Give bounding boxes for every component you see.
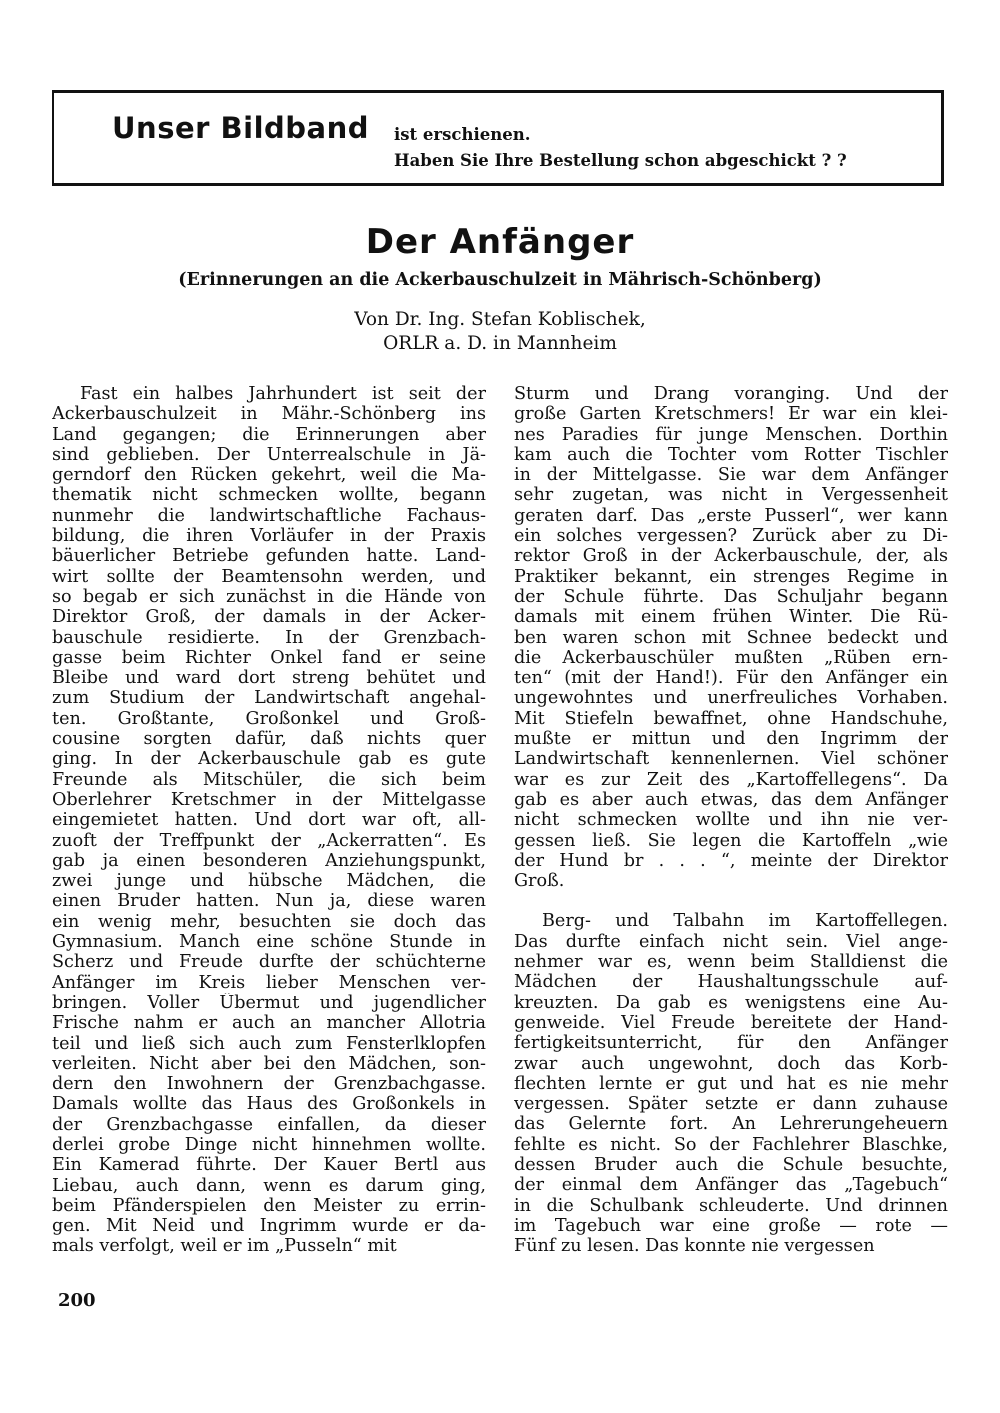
text-line: bildung, die ihren Vorläufer in der Praxis	[52, 526, 486, 547]
text-line: eingemietet hatten. Und dort war oft, all-	[52, 810, 486, 831]
text-line: genweide. Viel Freude bereitete der Hand-	[514, 1012, 948, 1033]
text-line: geraten darf. Das „erste Pusserl“, wer kann	[514, 505, 948, 526]
text-line: sind geblieben. Der Unterrealschule in Jä-	[52, 444, 486, 465]
text-line: beim Pfänderspielen den Meister zu errin-	[52, 1195, 486, 1216]
text-line: Gymnasium. Manch eine schöne Stunde in	[52, 932, 486, 953]
text-line: nehmer war es, wenn beim Stalldienst die	[514, 952, 948, 973]
text-line: gasse beim Richter Onkel fand er seine	[52, 647, 486, 668]
text-line: ein wenig mehr, besuchten sie doch das	[52, 911, 486, 932]
text-line: Damals wollte das Haus des Großonkels in	[52, 1094, 486, 1115]
paragraph-gap	[514, 891, 948, 911]
text-line: nicht schmecken wollte und ihn nie ver-	[514, 810, 948, 831]
text-line: mals verfolgt, weil er im „Pusseln“ mit	[52, 1236, 397, 1257]
text-line: teil und ließ sich auch zum Fensterlklopfen	[52, 1033, 486, 1054]
text-line: Land gegangen; die Erinnerungen aber	[52, 424, 486, 445]
text-line: der einmal dem Anfänger das „Tagebuch“	[514, 1175, 948, 1196]
text-line: zwar auch ungewohnt, doch das Korb-	[514, 1053, 948, 1074]
text-line: nes Paradies für junge Menschen. Dorthin	[514, 424, 948, 445]
text-line: gab ja einen besonderen Anziehungspunkt,	[52, 850, 486, 871]
text-line: bringen. Voller Übermut und jugendlicher	[52, 992, 486, 1013]
text-line: war es zur Zeit des „Kartoffellegens“. Da	[514, 769, 948, 790]
article-title: Der Anfänger	[365, 222, 635, 262]
text-line: cousine sorgten dafür, daß nichts quer	[52, 729, 486, 750]
text-line: gessen ließ. Sie legen die Kartoffeln „wie	[514, 830, 948, 851]
text-line: kreuzten. Da gab es wenigstens eine Au-	[514, 992, 948, 1013]
text-line: Direktor Groß, der damals in der Acker-	[52, 607, 486, 628]
text-line: Ackerbauschulzeit in Mähr.-Schönberg ins	[52, 404, 486, 425]
text-line: mußte er mittun und den Ingrimm der	[514, 729, 948, 750]
text-line: Oberlehrer Kretschmer in der Mittelgasse	[52, 789, 486, 810]
text-line: in der Mittelgasse. Sie war dem Anfänger	[514, 465, 948, 486]
text-line: Praktiker bekannt, ein strenges Regime in	[514, 566, 948, 587]
text-line: im Tagebuch war eine große — rote —	[514, 1215, 948, 1236]
text-line: dessen Bruder auch die Schule besuchte,	[514, 1154, 948, 1175]
text-line: ben waren schon mit Schnee bedeckt und	[514, 627, 948, 648]
advertisement-box	[52, 90, 944, 186]
text-line: damals mit einem frühen Winter. Die Rü-	[514, 607, 948, 628]
text-line: ungewohntes und unerfreuliches Vorhaben.	[514, 688, 948, 709]
right-column	[514, 384, 948, 1256]
text-line: vergessen. Später setzte er dann zuhause	[514, 1094, 948, 1115]
text-line: gab es aber auch etwas, das dem Anfänger	[514, 789, 948, 810]
text-line: zuoft der Treffpunkt der „Ackerratten“. Es	[52, 830, 486, 851]
text-line: Mädchen der Haushaltungsschule auf-	[514, 972, 948, 993]
text-line: Bleibe und ward dort streng behütet und	[52, 668, 486, 689]
text-line: fehlte es nicht. So der Fachlehrer Blaschke,	[514, 1134, 948, 1155]
text-line: bauschule residierte. In der Grenzbach-	[52, 627, 486, 648]
text-line: Sturm und Drang voranging. Und der	[514, 384, 948, 404]
text-line: einen Bruder hatten. Nun ja, diese waren	[52, 891, 486, 912]
text-line: Berg- und Talbahn im Kartoffellegen.	[542, 911, 948, 932]
text-line: bäuerlicher Betriebe gefunden hatte. Land-	[52, 546, 486, 567]
text-line: sehr zugetan, was nicht in Vergessenheit	[514, 485, 948, 506]
text-line: Mit Stiefeln bewaffnet, ohne Handschuhe,	[514, 708, 948, 729]
text-line: der Hund br . . . “, meinte der Direktor	[514, 850, 948, 871]
text-line: flechten lernte er gut und hat es nie mehr	[514, 1073, 948, 1094]
text-line: thematik nicht schmecken wollte, begann	[52, 485, 486, 506]
text-line: Scherz und Freude durfte der schüchterne	[52, 952, 486, 973]
text-line: derlei grobe Dinge nicht hinnehmen wollte.	[52, 1134, 486, 1155]
text-line: Ein Kamerad führte. Der Kauer Bertl aus	[52, 1155, 486, 1176]
text-line: ten. Großtante, Großonkel und Groß-	[52, 708, 486, 729]
author-line-2: ORLR a. D. in Mannheim	[383, 333, 617, 354]
text-line: ging. In der Ackerbauschule gab es gute	[52, 749, 486, 770]
left-column	[52, 384, 486, 1257]
article-subtitle: (Erinnerungen an die Ackerbauschulzeit in Mährisch-Schönberg)	[178, 270, 822, 290]
text-line: große Garten Kretschmers! Er war ein klei-	[514, 404, 948, 425]
text-line: verleiten. Nicht aber bei den Mädchen, son-	[52, 1053, 486, 1074]
ad-headline: Unser Bildband	[112, 111, 369, 145]
text-line: der Schule führte. Das Schuljahr begann	[514, 586, 948, 607]
text-line: Das durfte einfach nicht sein. Viel ange-	[514, 931, 948, 952]
ad-line-2: Haben Sie Ihre Bestellung schon abgeschickt ? ?	[394, 151, 847, 170]
text-line: Fast ein halbes Jahrhundert ist seit der	[80, 384, 486, 404]
text-line: Groß.	[514, 871, 565, 892]
text-line: in die Schulbank schleuderte. Und drinnen	[514, 1195, 948, 1216]
text-line: ein solches vergessen? Zurück aber zu Di-	[514, 526, 948, 547]
text-line: gerndorf den Rücken gekehrt, weil die Ma-	[52, 465, 486, 486]
text-line: kam auch die Tochter vom Rotter Tischler	[514, 444, 948, 465]
text-line: ten“ (mit der Hand!). Für den Anfänger ein	[514, 668, 948, 689]
text-line: das Gelernte fort. An Lehrerungeheuern	[514, 1114, 948, 1135]
text-line: fertigkeitsunterricht, für den Anfänger	[514, 1033, 948, 1054]
text-line: Liebau, auch dann, wenn es darum ging,	[52, 1175, 486, 1196]
text-line: die Ackerbauschüler mußten „Rüben ern-	[514, 647, 948, 668]
text-line: Anfänger im Kreis lieber Menschen ver-	[52, 972, 486, 993]
ad-line-1: ist erschienen.	[394, 125, 531, 144]
text-line: Landwirtschaft kennenlernen. Viel schöner	[514, 749, 948, 770]
author-line-1: Von Dr. Ing. Stefan Koblischek,	[354, 309, 646, 330]
text-line: dern den Inwohnern der Grenzbachgasse.	[52, 1074, 486, 1095]
text-line: zwei junge und hübsche Mädchen, die	[52, 871, 486, 892]
text-line: nunmehr die landwirtschaftliche Fachaus-	[52, 505, 486, 526]
text-line: Freunde als Mitschüler, die sich beim	[52, 769, 486, 790]
text-line: der Grenzbachgasse einfallen, da dieser	[52, 1114, 486, 1135]
text-line: wirt sollte der Beamtensohn werden, und	[52, 566, 486, 587]
text-line: rektor Groß in der Ackerbauschule, der, als	[514, 546, 948, 567]
text-line: Fünf zu lesen. Das konnte nie vergessen	[514, 1236, 875, 1257]
article-author	[0, 308, 1000, 356]
page-number: 200	[58, 1290, 96, 1311]
text-line: Frische nahm er auch an mancher Allotria	[52, 1013, 486, 1034]
text-line: so begab er sich zunächst in die Hände von	[52, 586, 486, 607]
text-line: zum Studium der Landwirtschaft angehal-	[52, 688, 486, 709]
text-line: gen. Mit Neid und Ingrimm wurde er da-	[52, 1216, 486, 1237]
